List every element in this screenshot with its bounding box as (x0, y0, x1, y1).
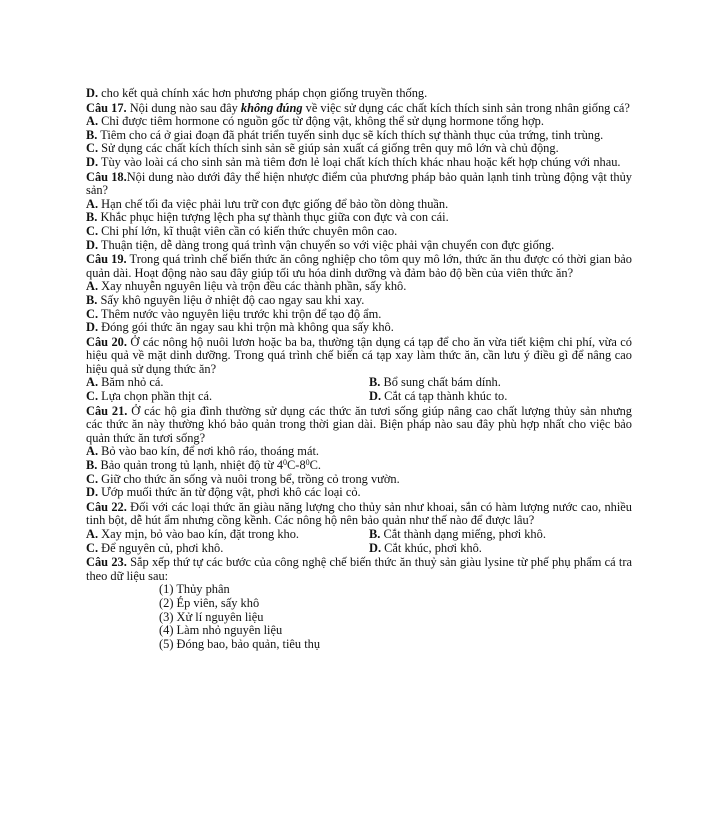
question-19-option-b (86, 294, 632, 308)
option-text: Để nguyên củ, phơi khô. (98, 540, 224, 555)
option-text: Lựa chọn phần thịt cá. (98, 389, 213, 404)
document-page (86, 87, 632, 651)
option-text: Bảo quản trong tủ lạnh, nhiệt độ từ 4 (97, 458, 284, 473)
question-text: Đối với các loại thức ăn giàu năng lượng cho thủy sản như khoai, sắn có hàm lượng nước cao, nhiều tinh bột, dễ hút ẩm nhưng cồng kềnh. Các nông hộ nên bảo quản như thế nào để được lâu? (86, 499, 632, 528)
option-text: Giữ cho thức ăn sống và nuôi trong bể, trồng cỏ trong vườn. (98, 471, 400, 486)
question-22-option-d (369, 542, 482, 556)
question-label: Câu 20. (86, 334, 127, 349)
question-18-option-c (86, 225, 632, 239)
option-text: cho kết quả chính xác hơn phương pháp chọn giống truyền thống. (98, 86, 428, 100)
option-key: A. (86, 375, 99, 390)
question-21-option-c (86, 473, 632, 487)
option-key: D. (86, 485, 99, 500)
option-text: Chi phí lớn, kĩ thuật viên cần có kiến thức chuyên môn cao. (98, 223, 398, 238)
question-text: về việc sử dụng các chất kích thích sinh sản trong nhân giống cá? (302, 100, 630, 115)
question-22-option-c (86, 542, 223, 556)
question-23-steps (159, 583, 632, 651)
option-key: A. (86, 527, 99, 541)
option-text: Chỉ được tiêm hormone có nguồn gốc từ động vật, không thể sử dụng hormone tổng hợp. (98, 114, 544, 129)
question-20-option-b (369, 376, 501, 390)
option-text: C-8 (287, 458, 306, 473)
option-key: D. (86, 237, 99, 252)
question-text: Ở các hộ gia đình thường sử dụng các thức ăn tươi sống giúp nâng cao chất lượng thủy sản nhưng các thức ăn này thường khó bảo quản trong thời gian dài. Biện pháp nào sau đây phù hợp nhất cho việc bảo quản thức ăn tươi sống? (86, 403, 632, 445)
option-text: Thuận tiện, dễ dàng trong quá trình vận chuyển so với việc phải vận chuyển con đực giống. (98, 237, 555, 252)
step-item: (4) Làm nhỏ nguyên liệu (159, 623, 283, 638)
option-text: C. (309, 458, 322, 473)
question-label: Câu 17. (86, 100, 127, 115)
option-key: A. (86, 196, 99, 211)
option-key: D. (369, 540, 382, 555)
option-key: C. (86, 141, 99, 156)
option-text: Thêm nước vào nguyên liệu trước khi trộn để tạo độ ẩm. (98, 306, 382, 321)
question-label: Câu 21. (86, 403, 128, 418)
option-text: Sử dụng các chất kích thích sinh sản sẽ giúp sản xuất cá giống trên quy mô lớn và chủ động. (98, 141, 559, 156)
option-key: B. (86, 210, 98, 225)
superscript-degree: 0 (283, 458, 288, 468)
option-text: Tùy vào loài cá cho sinh sản mà tiêm đơn lẻ loại chất kích thích khác nhau hoặc kết hợp chúng với nhau. (98, 154, 621, 169)
question-20-option-a (86, 376, 163, 390)
option-text: Ướp muối thức ăn từ động vật, phơi khô các loại cỏ. (98, 485, 361, 500)
question-18-option-d (86, 239, 632, 253)
question-label: Câu 22. (86, 499, 127, 514)
question-20-option-d (369, 390, 507, 404)
option-key: C. (86, 389, 99, 404)
option-text: Xay nhuyễn nguyên liệu và trộn đều các thành phần, sấy khô. (98, 279, 407, 294)
question-18-option-b (86, 211, 632, 225)
option-text: Cắt cá tạp thành khúc to. (381, 389, 508, 404)
option-key: D. (86, 320, 99, 335)
question-label: Câu 19. (86, 252, 127, 267)
option-text: Bỏ vào bao kín, để nơi khô ráo, thoáng mát. (98, 444, 319, 459)
option-key: B. (86, 292, 98, 307)
option-text: Cắt khúc, phơi khô. (381, 540, 482, 555)
option-text: Hạn chế tối đa việc phải lưu trữ con đực giống để bảo tồn dòng thuần. (98, 196, 449, 211)
question-18-stem (86, 171, 632, 198)
question-21-stem (86, 405, 632, 446)
question-label: Câu 18. (86, 169, 127, 184)
question-22-option-a (86, 528, 299, 542)
option-key: D. (86, 86, 99, 100)
option-key: C. (86, 306, 99, 321)
option-key: B. (86, 127, 98, 142)
option-key: B. (369, 527, 381, 541)
option-key: B. (369, 375, 381, 390)
step-item: (1) Thủy phân (159, 582, 230, 597)
option-text: Cắt thành dạng miếng, phơi khô. (380, 527, 546, 541)
superscript-degree: 0 (305, 458, 310, 468)
question-text: Trong quá trình chế biến thức ăn công nghiệp cho tôm quy mô lớn, thức ăn thu được có thời gian bảo quản dài. Hoạt động nào sau đây giúp tối ưu hóa dinh dưỡng và đảm bảo độ bền của viên thức ăn? (86, 252, 632, 280)
question-21-option-b (86, 459, 632, 473)
question-22-stem (86, 501, 632, 528)
question-text: Ở các nông hộ nuôi lươn hoặc ba ba, thường tận dụng cá tạp để cho ăn vừa tiết kiệm chi phí, vừa có hiệu quả về mặt dinh dưỡng. Trong quá trình chế biến cá tạp xay làm thức ăn, cần lưu ý điều gì để nâng cao hiệu quả sử dụng thức ăn? (86, 334, 632, 376)
step-item: (2) Ép viên, sấy khô (159, 595, 260, 610)
option-key: B. (86, 458, 98, 473)
option-key: C. (86, 223, 99, 238)
option-text: Tiêm cho cá ở giai đoạn đã phát triển tuyến sinh dục sẽ kích thích sự thành thục của trứng, tinh trùng. (97, 127, 604, 142)
question-19-option-d (86, 321, 632, 335)
option-key: C. (86, 471, 99, 486)
option-key: D. (369, 389, 382, 404)
question-19-option-c (86, 308, 632, 322)
question-20-option-c (86, 390, 212, 404)
option-text: Khắc phục hiện tượng lệch pha sự thành thục giữa con đực và con cái. (97, 210, 449, 225)
option-key: A. (86, 444, 99, 459)
option-key: A. (86, 279, 99, 294)
option-key: C. (86, 540, 99, 555)
question-22-options-row-1 (86, 528, 632, 542)
question-text: Nội dung nào dưới đây thể hiện nhược điểm của phương pháp bảo quản lạnh tinh trùng động vật thủy sản? (86, 169, 633, 198)
option-text: Sấy khô nguyên liệu ở nhiệt độ cao ngay sau khi xay. (97, 292, 365, 307)
question-17-option-c (86, 142, 632, 156)
question-20-options-row-2 (86, 390, 632, 404)
option-text: Băm nhỏ cá. (98, 375, 164, 390)
option-text: Bổ sung chất bám dính. (380, 375, 501, 390)
question-23-stem (86, 556, 632, 583)
question-17-stem (86, 102, 632, 116)
option-key: D. (86, 154, 99, 169)
question-22-option-b (369, 528, 546, 542)
question-20-stem (86, 336, 632, 377)
question-17-option-b (86, 129, 632, 143)
question-18-option-a (86, 198, 632, 212)
option-text: Xay mịn, bỏ vào bao kín, đặt trong kho. (98, 527, 300, 541)
question-19-stem (86, 253, 632, 280)
question-20-options-row-1 (86, 376, 632, 390)
question-17-option-a (86, 115, 632, 129)
question-21-option-d (86, 486, 632, 500)
question-text: Sắp xếp thứ tự các bước của công nghệ chế biến thức ăn thuỷ sản giàu lysine từ phế phụ phẩm cá tra theo dữ liệu sau: (86, 555, 632, 583)
question-emphasis: không đúng (240, 100, 303, 115)
question-label: Câu 23. (86, 555, 127, 570)
option-key: A. (86, 114, 99, 129)
step-item: (3) Xử lí nguyên liệu (159, 609, 264, 624)
option-text: Đóng gói thức ăn ngay sau khi trộn mà không qua sấy khô. (98, 320, 394, 335)
question-19-option-a (86, 280, 632, 294)
previous-question-option-d (86, 87, 632, 101)
step-item: (5) Đóng bao, bảo quản, tiêu thụ (159, 636, 321, 651)
question-17-option-d (86, 156, 632, 170)
question-21-option-a (86, 445, 632, 459)
question-22-options-row-2 (86, 542, 632, 556)
question-text: Nội dung nào sau đây (126, 100, 241, 115)
